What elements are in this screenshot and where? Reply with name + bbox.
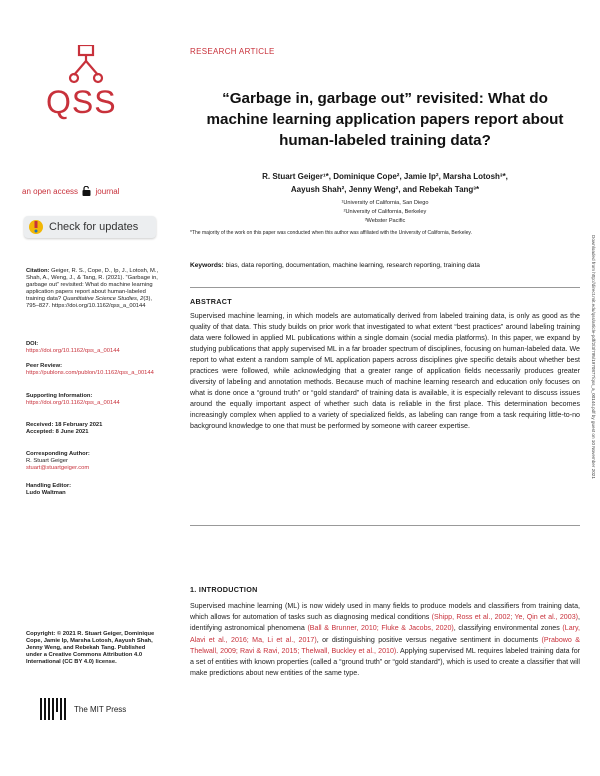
abstract-text: Supervised machine learning, in which models are automatically derived from labeled training data, is only as good as the quality of that data. This study builds on prior work that investigated to what extent “best practices” around labeling training data were followed in applied ML publications within a single domain (social media platforms). In this paper, we expand by studying publications that apply supervised ML in a far broader spectrum of disciplines, focusing on human-labeled data. We report to what extent a random sample of ML application papers across disciplines give specific details about whether best practices were followed, while acknowledging that a greater range of application fields necessarily produces greater diversity of labeling and annotation methods. Because much of machine learning research and education only focuses on what is done once a “ground truth” or “gold standard” of training data is available, it is especially relevant to discuss issues around the equally important aspect of whether such data is reliable in the first place. This determination becomes increasingly complex when applied to a variety of specialized fields, as labeling can range from a task requiring little-to-no background knowledge to one that must be performed by someone with career expertise. bbox=[190, 312, 580, 430]
author-list: R. Stuart Geiger¹*, Dominique Cope², Jamie Ip², Marsha Lotosh³*, Aayush Shah², Jenny Weng², and Rebekah Tang³* bbox=[262, 172, 508, 194]
corresponding-email-link[interactable]: stuart@stuartgeiger.com bbox=[26, 465, 90, 472]
download-note: Downloaded from http://direct.mit.edu/qss/article-pdf/2/3/795/1970877/qss_a_00144.pdf by guest on 10 November 2021 bbox=[591, 235, 596, 479]
keywords: Keywords: bias, data reporting, documentation, machine learning, research reporting, training data bbox=[190, 262, 480, 269]
introduction-text: Supervised machine learning (ML) is now widely used in many fields to produce models and classifiers from training data, which allows for automation of tasks such as diagnosing medical conditions (Shipp, Ross et al., 2002; Ye, Qin et al., 2003), identifying astronomical phenomena (Ball & Brunner, 2010; Fluke & Jacobs, 2020), classifying environmental zones (Lary, Alavi et al., 2016; Ma, Li et al., 2017), or distinguishing positive versus negative sentiment in documents (Prabowo & Thelwall, 2009; Ravi & Ravi, 2015; Thelwall, Buckley et al., 2010). Applying supervised ML requires labeled training data for a set of entities with known properties (called a “ground truth” or “gold standard”), which is used to create a classifier that will make predictions about new entities of the same type. bbox=[190, 602, 581, 678]
supporting-info-link[interactable]: https://doi.org/10.1162/qss_a_00144 bbox=[26, 400, 120, 407]
article-type-label: RESEARCH ARTICLE bbox=[190, 47, 275, 56]
citation-link[interactable]: (Prabowo & Thelwall, 2009; Ravi & Ravi, 2015; Thelwall, Buckley et al., 2010) bbox=[190, 635, 580, 655]
corresponding-author-block: Corresponding Author: R. Stuart Geiger stuart@stuartgeiger.com bbox=[26, 451, 90, 472]
affiliation-1: ¹University of California, San Diego bbox=[341, 200, 429, 206]
affiliation-3: ³Webster Pacific bbox=[364, 218, 406, 224]
citation-block: Citation: Geiger, R. S., Cope, D., Ip, J., Lotosh, M., Shah, A., Weng, J., & Tang, R. (2021). “Garbage in, garbage out” revisited: What do machine learning application papers report about human-labeled training data? Quantitative Science Studies, 2(3), 795–827. https://doi.org/10.1162/qss_a_00144 bbox=[26, 268, 159, 310]
doi-link[interactable]: https://doi.org/10.1162/qss_a_00144 bbox=[26, 348, 120, 355]
mit-press-logo bbox=[40, 698, 126, 720]
supporting-info-block: Supporting Information: https://doi.org/10.1162/qss_a_00144 bbox=[26, 393, 120, 407]
open-lock-icon bbox=[82, 186, 91, 196]
peer-review-block: Peer Review: https://publons.com/publon/10.1162/qss_a_00144 bbox=[26, 363, 154, 377]
journal-logo-text: QSS bbox=[46, 84, 117, 120]
check-for-updates-button[interactable] bbox=[24, 216, 156, 238]
author-note: *The majority of the work on this paper was conducted when this author was affiliated with the University of California, Berkeley. bbox=[190, 230, 472, 236]
handling-editor-block: Handling Editor: Ludo Waltman bbox=[26, 483, 72, 497]
divider bbox=[190, 525, 580, 526]
mit-press-icon bbox=[40, 698, 66, 720]
copyright-block: Copyright: © 2021 R. Stuart Geiger, Dominique Cope, Jamie Ip, Marsha Lotosh, Aayush Shah, Jenny Weng, and Rebekah Tang. Published under a Creative Commons Attribution 4.0 International (CC BY 4.0) license. bbox=[26, 631, 155, 666]
open-access-label: an open access journal bbox=[22, 187, 120, 196]
abstract-heading: ABSTRACT bbox=[190, 297, 232, 306]
peer-review-link[interactable]: https://publons.com/publon/10.1162/qss_a_00144 bbox=[26, 370, 154, 377]
citation-link[interactable]: (Ball & Brunner, 2010; Fluke & Jacobs, 2020) bbox=[307, 624, 454, 633]
affiliation-2: ²University of California, Berkeley bbox=[343, 209, 427, 215]
publisher-name: The MIT Press bbox=[74, 704, 127, 714]
divider bbox=[190, 287, 580, 288]
sidebar bbox=[0, 0, 175, 776]
dates-block: Received: 18 February 2021 Accepted: 8 June 2021 bbox=[26, 422, 103, 436]
citation-link[interactable]: (Shipp, Ross et al., 2002; Ye, Qin et al., 2003) bbox=[431, 613, 579, 622]
qss-logo-icon bbox=[40, 45, 132, 85]
check-updates-label: Check for updates bbox=[49, 221, 139, 233]
introduction-heading: 1. INTRODUCTION bbox=[190, 585, 258, 594]
check-updates-icon bbox=[28, 219, 44, 235]
doi-block: DOI: https://doi.org/10.1162/qss_a_00144 bbox=[26, 341, 120, 355]
article-title: “Garbage in, garbage out” revisited: What do machine learning application papers report about human-labeled training data? bbox=[206, 90, 564, 149]
citation-link[interactable]: (Lary, Alavi et al., 2016; Ma, Li et al., 2017) bbox=[190, 624, 580, 644]
